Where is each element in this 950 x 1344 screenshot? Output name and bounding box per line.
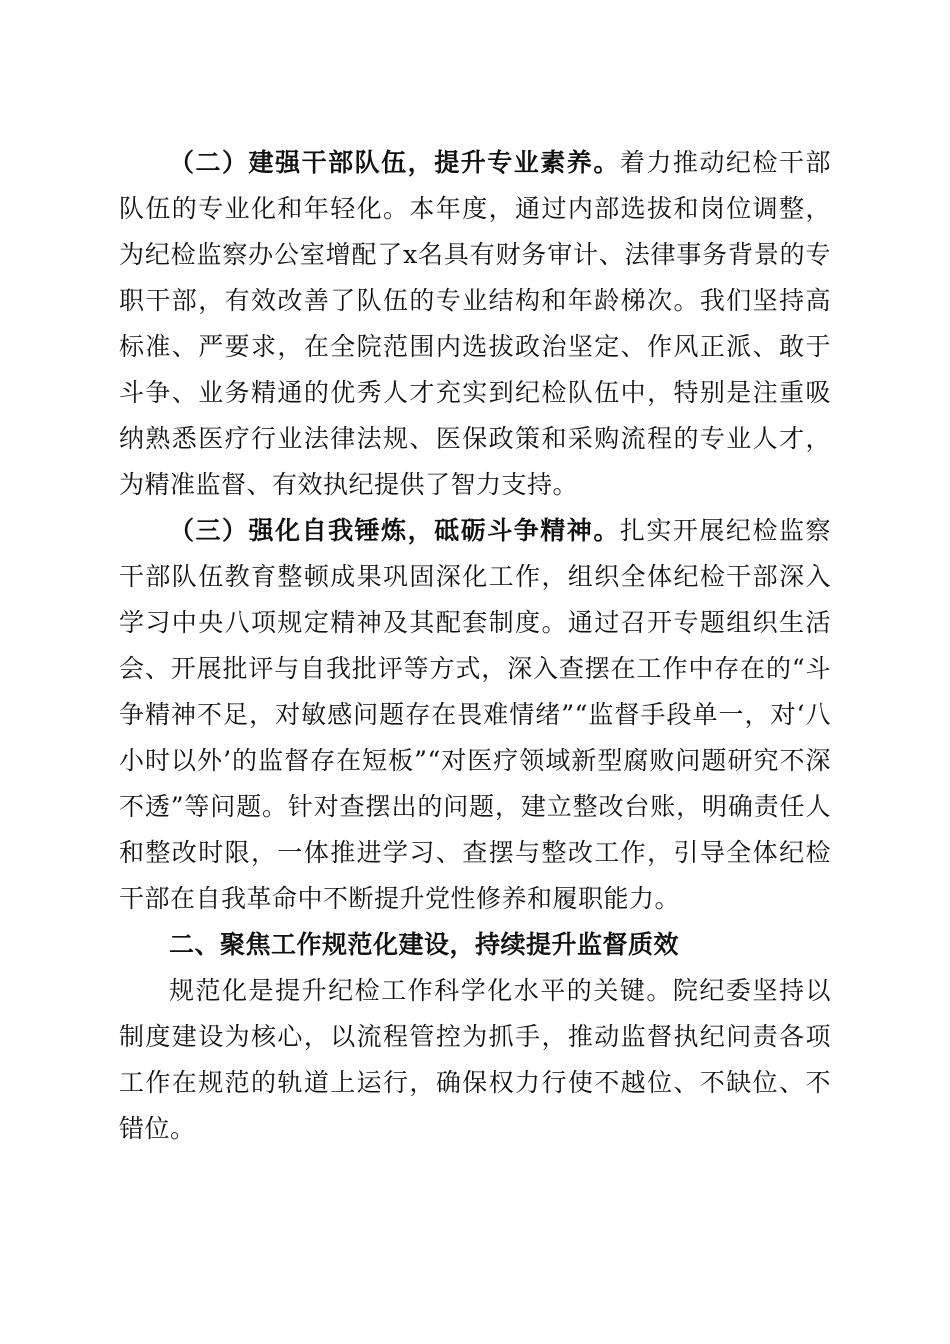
paragraph-self-discipline	[119, 508, 831, 922]
document-body	[119, 140, 831, 1152]
paragraph-body-text: 着力推动纪检干部队伍的专业化和年轻化。本年度，通过内部选拔和岗位调整，为纪检监察办公室增配了x名具有财务审计、法律事务背景的专职干部，有效改善了队伍的专业结构和年龄梯次。我们坚持高标准、严要求，在全院范围内选拔政治坚定、作风正派、敢于斗争、业务精通的优秀人才充实到纪检队伍中，特别是注重吸纳熟悉医疗行业法律法规、医保政策和采购流程的专业人才，为精准监督、有效执纪提供了智力支持。	[119, 148, 831, 499]
paragraph-team-building	[119, 140, 831, 508]
section-heading: 二、聚焦工作规范化建设，持续提升监督质效	[169, 930, 680, 959]
paragraph-lead-title: （二）建强干部队伍，提升专业素养。	[169, 148, 620, 177]
paragraph-body-text: 扎实开展纪检监察干部队伍教育整顿成果巩固深化工作，组织全体纪检干部深入学习中央八项规定精神及其配套制度。通过召开专题组织生活会、开展批评与自我批评等方式，深入查摆在工作中存在的“斗争精神不足，对敏感问题存在畏难情绪”“监督手段单一，对‘八小时以外’的监督存在短板”“对医疗领域新型腐败问题研究不深不透”等问题。针对查摆出的问题，建立整改台账，明确责任人和整改时限，一体推进学习、查摆与整改工作，引导全体纪检干部在自我革命中不断提升党性修养和履职能力。	[119, 516, 831, 913]
paragraph-standardization-intro: 规范化是提升纪检工作科学化水平的关键。院纪委坚持以制度建设为核心，以流程管控为抓手，推动监督执纪问责各项工作在规范的轨道上运行，确保权力行使不越位、不缺位、不错位。	[119, 976, 831, 1143]
paragraph-lead-title: （三）强化自我锤炼，砥砺斗争精神。	[169, 516, 620, 545]
